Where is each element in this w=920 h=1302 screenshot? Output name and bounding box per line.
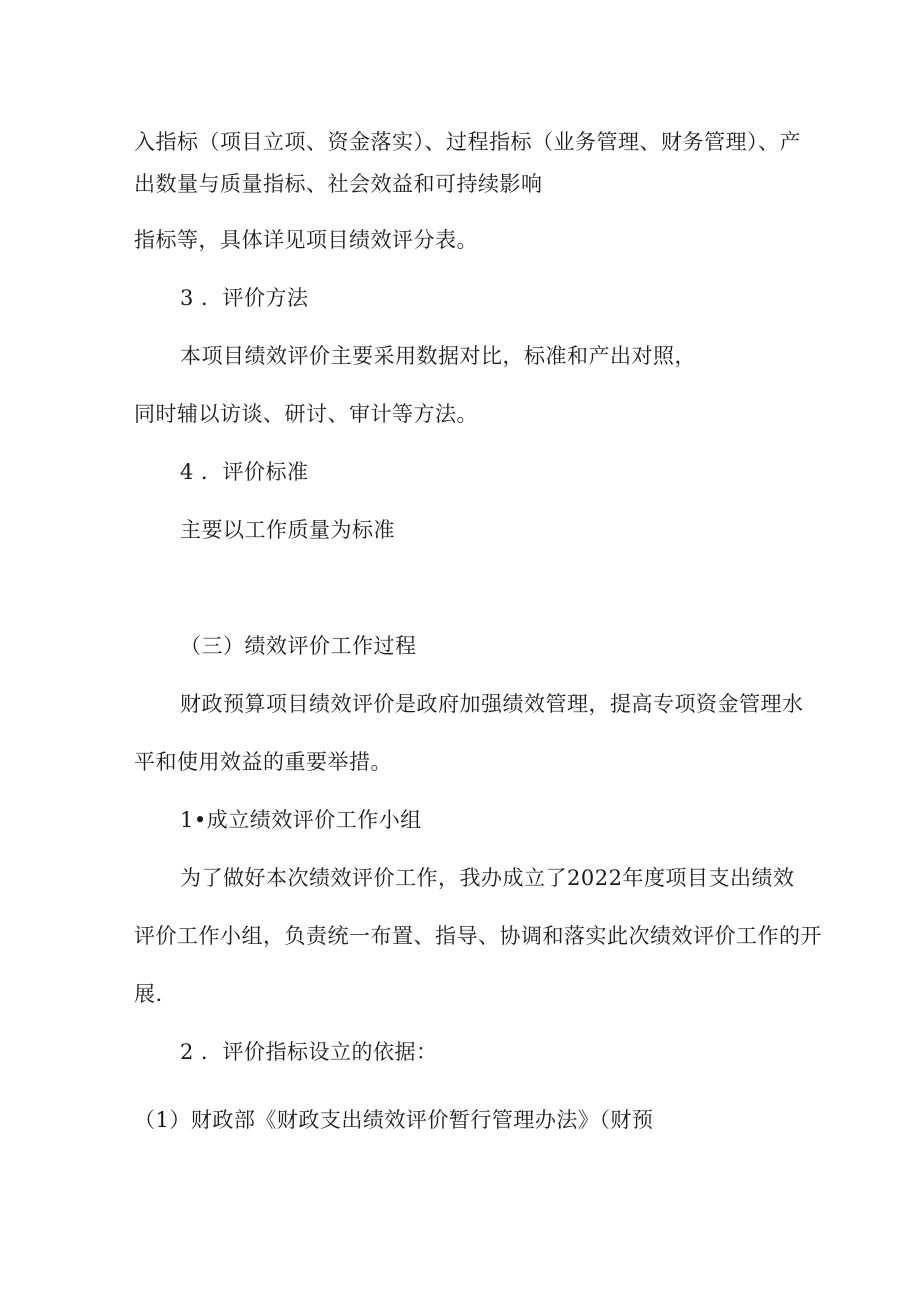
section-heading: 3 ．评价方法 [180,286,309,310]
section-heading: 4 ．评价标准 [180,460,309,484]
section-heading: 1•成立绩效评价工作小组 [180,808,422,832]
paragraph-line: 为了做好本次绩效评价工作，我办成立了2022年度项目支出绩效 [180,866,795,890]
section-heading: （三）绩效评价工作过程 [180,634,417,658]
paragraph-line: （1）财政部《财政支出绩效评价暂行管理办法》（财预 [134,1108,654,1132]
paragraph-line: 指标等，具体详见项目绩效评分表。 [134,228,478,252]
paragraph-line: 同时辅以访谈、研讨、审计等方法。 [134,402,478,426]
paragraph-line: 财政预算项目绩效评价是政府加强绩效管理，提高专项资金管理水 [180,692,804,716]
paragraph-line: 展. [134,982,163,1006]
paragraph-line: 入指标（项目立项、资金落实）、过程指标（业务管理、财务管理）、产 [134,130,801,154]
paragraph-line: 本项目绩效评价主要采用数据对比，标准和产出对照， [180,344,696,368]
paragraph-line: 评价工作小组，负责统一布置、指导、协调和落实此次绩效评价工作的开 [134,924,822,948]
paragraph-line: 出数量与质量指标、社会效益和可持续影响 [134,172,543,196]
section-heading: 2 ．评价指标设立的依据： [180,1040,438,1064]
paragraph-line: 平和使用效益的重要举措。 [134,750,392,774]
paragraph-line: 主要以工作质量为标准 [180,518,395,542]
